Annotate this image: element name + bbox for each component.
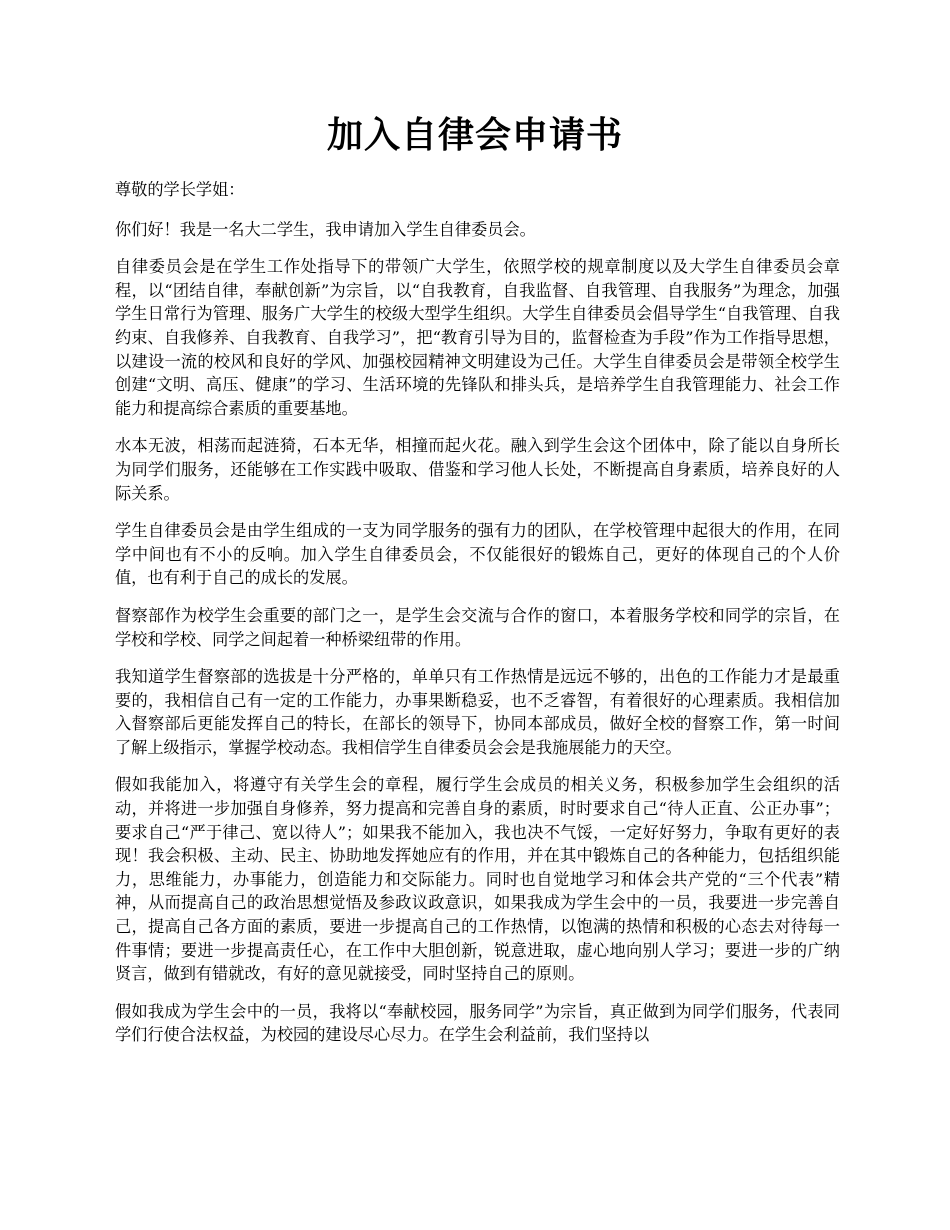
salutation: 尊敬的学长学姐： xyxy=(115,180,245,199)
document-title: 加入自律会申请书 xyxy=(326,115,623,156)
paragraph-commitment: 假如我能加入，将遵守有关学生会的章程，履行学生会成员的相关义务，积极参加学生会组织的活动，并将进一步加强自身修养，努力提高和完善自身的素质，时时要求自己“待人正直、公正办事”；要求自己“严于律己、宽以待人”；如果我不能加入，我也决不气馁，一定好好努力，争取有更好的表现！我会积极、主动、民主、协助地发挥她应有的作用，并在其中锻炼自己的各种能力，包括组织能力，思维能力，办事能力，创造能力和交际能力。同时也自觉地学习和体会共产党的“三个代表”精神，从而提高自己的政治思想觉悟及参政议政意识，如果我成为学生会中的一员，我要进一步完善自己，提高自己各方面的素质，要进一步提高自己的工作热情，以饱满的热情和积极的心态去对待每一件事情；要进一步提高责任心，在工作中大胆创新，锐意进取，虚心地向别人学习；要进一步的广纳贤言，做到有错就改，有好的意见就接受，同时坚持自己的原则。 xyxy=(115,775,840,984)
paragraph-self-assessment: 我知道学生督察部的选拔是十分严格的，单单只有工作热情是远远不够的，出色的工作能力才是最重要的，我相信自己有一定的工作能力，办事果断稳妥，也不乏睿智，有着很好的心理素质。我相信加入督察部后更能发挥自己的特长，在部长的领导下，协同本部成员，做好全校的督察工作，第一时间了解上级指示，掌握学校动态。我相信学生自律委员会会是我施展能力的天空。 xyxy=(115,667,840,757)
paragraph-service-pledge: 假如我成为学生会中的一员，我将以“奉献校园，服务同学”为宗旨，真正做到为同学们服务，代表同学们行使合法权益，为校园的建设尽心尽力。在学生会利益前，我们坚持以 xyxy=(115,1001,840,1045)
paragraph-supervision-dept: 督察部作为校学生会重要的部门之一，是学生会交流与合作的窗口，本着服务学校和同学的宗旨，在学校和学校、同学之间起着一种桥梁纽带的作用。 xyxy=(115,605,840,649)
paragraph-about-committee: 自律委员会是在学生工作处指导下的带领广大学生，依照学校的规章制度以及大学生自律委员会章程，以“团结自律，奉献创新”为宗旨，以“自我教育，自我监督、自我管理、自我服务”为理念，加强学生日常行为管理、服务广大学生的校级大型学生组织。大学生自律委员会倡导学生“自我管理、自我约束、自我修养、自我教育、自我学习”，把“教育引导为目的，监督检查为手段”作为工作指导思想，以建设一流的校风和良好的学风、加强校园精神文明建设为己任。大学生自律委员会是带领全校学生创建“文明、高压、健康”的学习、生活环境的先锋队和排头兵，是培养学生自我管理能力、社会工作能力和提高综合素质的重要基地。 xyxy=(115,257,840,418)
document-body xyxy=(115,178,840,1061)
paragraph-greeting: 你们好！我是一名大二学生，我申请加入学生自律委员会。 xyxy=(115,219,536,239)
paragraph-motivation: 水本无波，相荡而起涟猗，石本无华，相撞而起火花。融入到学生会这个团体中，除了能以自身所长为同学们服务，还能够在工作实践中吸取、借鉴和学习他人长处，不断提高自身素质，培养良好的人际关系。 xyxy=(115,436,840,503)
paragraph-committee-role: 学生自律委员会是由学生组成的一支为同学服务的强有力的团队，在学校管理中起很大的作用，在同学中间也有不小的反响。加入学生自律委员会，不仅能很好的锻炼自己，更好的体现自己的个人价值，也有利于自己的成长的发展。 xyxy=(115,521,840,588)
